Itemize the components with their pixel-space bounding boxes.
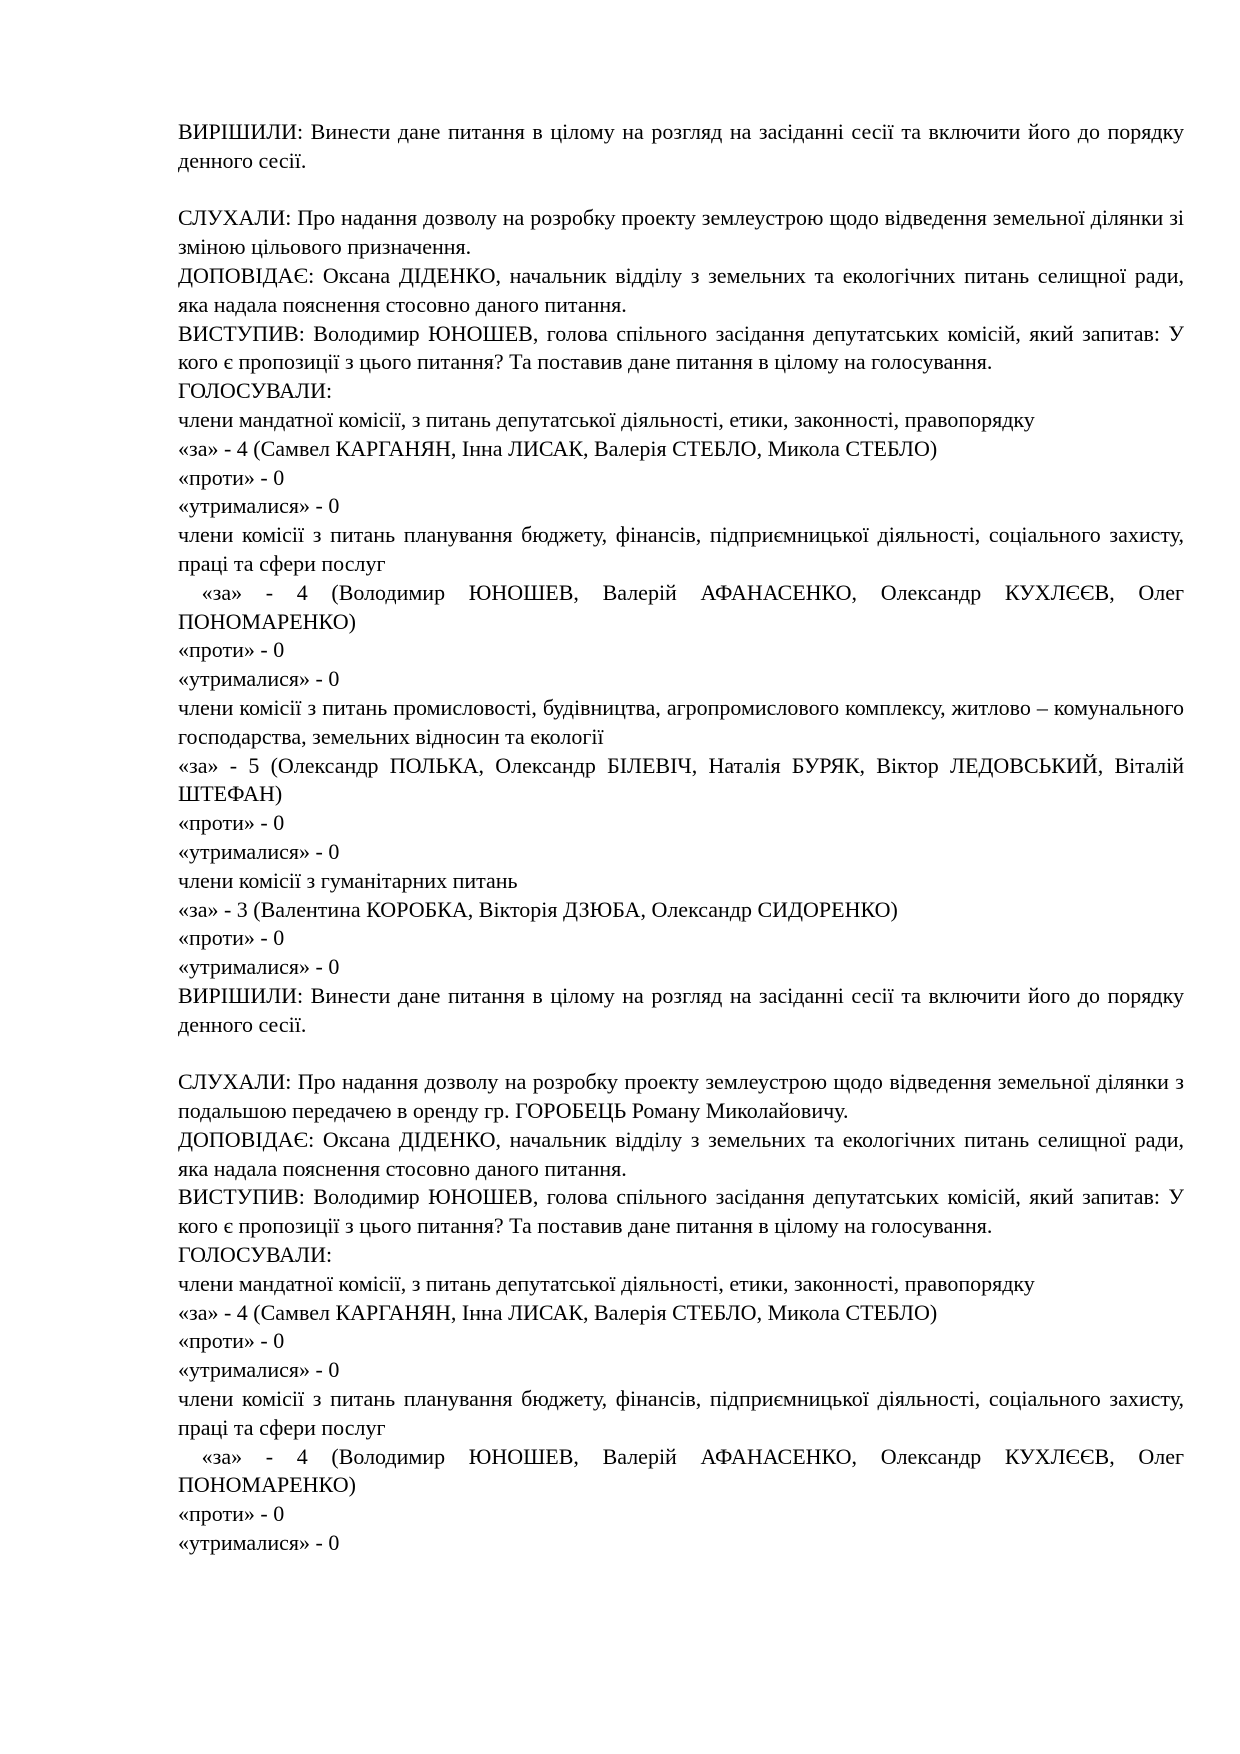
vote-for-line: «за» - 4 (Самвел КАРГАНЯН, Інна ЛИСАК, Валерія СТЕБЛО, Микола СТЕБЛО): [178, 435, 938, 461]
reporter-paragraph: ДОПОВІДАЄ: Оксана ДІДЕНКО, начальник відділу з земельних та екологічних питань селищної ради, яка надала пояснення стосовно даного питання.: [178, 262, 1184, 317]
heard-paragraph: СЛУХАЛИ: Про надання дозволу на розробку проекту землеустрою щодо відведення земельної ділянки з подальшою передачею в оренду гр. ГОРОБЕЦЬ Роману Миколайовичу.: [178, 1069, 1184, 1124]
vote-for-line: «за» - 4 (Володимир ЮНОШЕВ, Валерій АФАНАСЕНКО, Олександр КУХЛЄЄВ, Олег ПОНОМАРЕНКО): [178, 579, 1190, 634]
committee-budget-title: члени комісії з питань планування бюджету, фінансів, підприємницької діяльності, соціального захисту, праці та сфери послуг: [178, 1386, 1184, 1440]
decision-paragraph: ВИРІШИЛИ: Винести дане питання в цілому на розгляд на засіданні сесії та включити його до порядку денного сесії.: [178, 119, 1184, 173]
vote-abstain-line: «утрималися» - 0: [178, 1530, 340, 1556]
speaker-paragraph: ВИСТУПИВ: Володимир ЮНОШЕВ, голова спільного засідання депутатських комісій, який запитав: У кого є пропозиції з цього питання? Та поставив дане питання в цілому на голосування.: [178, 320, 1184, 375]
section-gap: [178, 1040, 1184, 1069]
reporter-paragraph: ДОПОВІДАЄ: Оксана ДІДЕНКО, начальник відділу з земельних та екологічних питань селищної ради, яка надала пояснення стосовно даного питання.: [178, 1126, 1184, 1181]
vote-abstain-line: «утрималися» - 0: [178, 493, 340, 519]
vote-for-line: «за» - 4 (Володимир ЮНОШЕВ, Валерій АФАНАСЕНКО, Олександр КУХЛЄЄВ, Олег ПОНОМАРЕНКО): [178, 1443, 1190, 1498]
vote-for-line: «за» - 4 (Самвел КАРГАНЯН, Інна ЛИСАК, Валерія СТЕБЛО, Микола СТЕБЛО): [178, 1299, 938, 1325]
section-item-land-purpose-change: [178, 204, 1190, 1039]
vote-abstain-line: «утрималися» - 0: [178, 954, 340, 980]
speaker-paragraph: ВИСТУПИВ: Володимир ЮНОШЕВ, голова спільного засідання депутатських комісій, який запитав: У кого є пропозиції з цього питання? Та поставив дане питання в цілому на голосування.: [178, 1184, 1184, 1239]
committee-mandate-title: члени мандатної комісії, з питань депутатської діяльності, етики, законності, правопорядку: [178, 1270, 1035, 1296]
vote-against-line: «проти» - 0: [178, 810, 285, 836]
vote-abstain-line: «утрималися» - 0: [178, 666, 340, 692]
committee-budget-title: члени комісії з питань планування бюджету, фінансів, підприємницької діяльності, соціального захисту, праці та сфери послуг: [178, 522, 1184, 576]
committee-industry-title: члени комісії з питань промисловості, будівництва, агропромислового комплексу, житлово – комунального господарства, земельних відносин та екології: [178, 694, 1184, 749]
section-gap: [178, 176, 1184, 205]
vote-against-line: «проти» - 0: [178, 637, 285, 663]
committee-humanitarian-title: члени комісії з гуманітарних питань: [178, 867, 518, 893]
vote-against-line: «проти» - 0: [178, 464, 285, 490]
vote-abstain-line: «утрималися» - 0: [178, 1357, 340, 1383]
voted-heading: ГОЛОСУВАЛИ:: [178, 1242, 333, 1268]
voted-heading: ГОЛОСУВАЛИ:: [178, 378, 333, 404]
vote-for-line: «за» - 5 (Олександр ПОЛЬКА, Олександр БІЛЕВІЧ, Наталія БУРЯК, Віктор ЛЕДОВСЬКИЙ, Віталій ШТЕФАН): [178, 752, 1184, 807]
heard-paragraph: СЛУХАЛИ: Про надання дозволу на розробку проекту землеустрою щодо відведення земельної ділянки зі зміною цільового призначення.: [178, 205, 1184, 260]
decision-paragraph: ВИРІШИЛИ: Винести дане питання в цілому на розгляд на засіданні сесії та включити його до порядку денного сесії.: [178, 982, 1184, 1037]
vote-for-line: «за» - 3 (Валентина КОРОБКА, Вікторія ДЗЮБА, Олександр СИДОРЕНКО): [178, 896, 898, 922]
vote-against-line: «проти» - 0: [178, 1501, 285, 1527]
document-page: [178, 118, 1190, 1558]
committee-mandate-title: члени мандатної комісії, з питань депутатської діяльності, етики, законності, правопорядку: [178, 406, 1035, 432]
section-decision-top: [178, 118, 1184, 176]
section-item-land-lease: [178, 1068, 1190, 1558]
vote-against-line: «проти» - 0: [178, 925, 285, 951]
vote-abstain-line: «утрималися» - 0: [178, 838, 340, 864]
vote-against-line: «проти» - 0: [178, 1328, 285, 1354]
